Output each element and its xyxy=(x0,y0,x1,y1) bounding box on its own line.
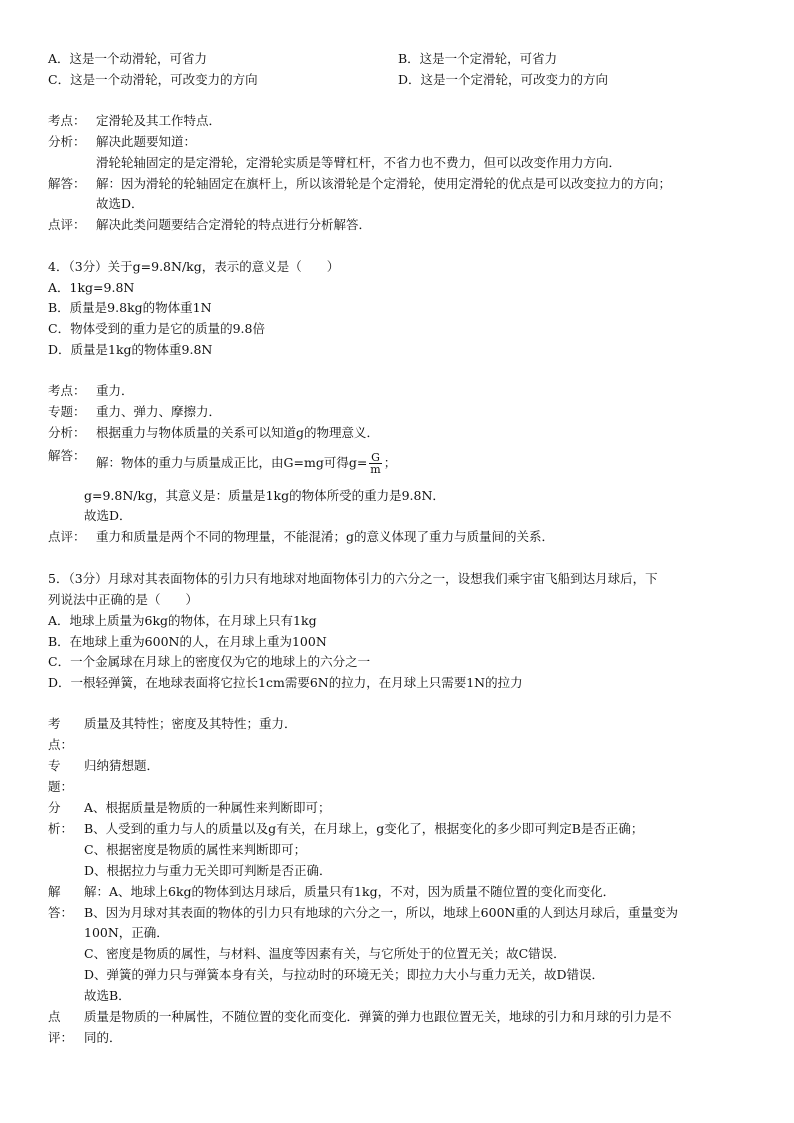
q4-zhuanti-label: 专题： xyxy=(48,404,86,419)
q4-dianping-label: 点评： xyxy=(48,529,86,544)
q5-option-b[interactable]: B．在地球上重为600N的人，在月球上重为100N xyxy=(48,634,327,649)
q4-fenxi-label: 分析： xyxy=(48,425,86,440)
q3-option-c[interactable]: C．这是一个动滑轮，可改变力的方向 xyxy=(48,72,258,87)
q4-kaodian-label: 考点： xyxy=(48,383,86,398)
q4-option-d[interactable]: D．质量是1kg的物体重9.8N xyxy=(48,342,213,357)
q3-fenxi-label: 分析： xyxy=(48,134,86,149)
q5-kaodian: 质量及其特性；密度及其特性；重力． xyxy=(84,716,297,731)
q5-kaodian-label: 考点： xyxy=(48,716,74,752)
q4-kaodian: 重力． xyxy=(96,383,134,398)
q4-option-b[interactable]: B．质量是9.8kg的物体重1N xyxy=(48,300,212,315)
q5-zhuanti: 归纳猜想题． xyxy=(84,758,160,773)
q4-jieda-line-1-end: ； xyxy=(383,455,397,470)
q5-jieda-line-2: B、因为月球对其表面的物体的引力只有地球的六分之一，所以，地球上600N重的人到达月球后，重量变为 xyxy=(84,905,678,920)
q5-fenxi-label: 分析： xyxy=(48,800,74,836)
q5-dianping-line-1: 质量是物质的一种属性，不随位置的变化而变化．弹簧的弹力也跟位置无关，地球的引力和月球的引力是不 xyxy=(84,1009,672,1024)
q5-fenxi-line-2: B、人受到的重力与人的质量以及g有关，在月球上，g变化了，根据变化的多少即可判定B是否正确； xyxy=(84,821,644,836)
q3-fenxi-line-2: 滑轮轮轴固定的是定滑轮，定滑轮实质是等臂杠杆，不省力也不费力，但可以改变作用力方向． xyxy=(96,155,622,170)
q3-dianping: 解决此类问题要结合定滑轮的特点进行分析解答． xyxy=(96,217,372,232)
q5-jieda-line-4: C、密度是物质的属性，与材料、温度等因素有关，与它所处于的位置无关；故C错误． xyxy=(84,946,566,961)
q5-jieda-line-5: D、弹簧的弹力只与弹簧本身有关，与拉动时的环境无关；即拉力大小与重力无关，故D错误． xyxy=(84,967,605,982)
q5-jieda-line-6: 故选B． xyxy=(84,988,131,1003)
q5-stem-line-2: 列说法中正确的是（ ） xyxy=(48,592,199,607)
q4-stem: 4．（3分）关于g=9.8N/kg，表示的意义是（ ） xyxy=(48,259,340,274)
q3-fenxi-line-1: 解决此题要知道： xyxy=(96,134,197,149)
q4-option-a[interactable]: A．1kg=9.8N xyxy=(48,280,135,295)
fraction-numerator: G xyxy=(371,451,380,464)
q4-fenxi: 根据重力与物体质量的关系可以知道g的物理意义． xyxy=(96,425,380,440)
q5-jieda-line-1: 解：A、地球上6kg的物体到达月球后，质量只有1kg，不对，因为质量不随位置的变化而变化． xyxy=(84,884,616,899)
q5-option-c[interactable]: C．一个金属球在月球上的密度仅为它的地球上的六分之一 xyxy=(48,654,371,669)
q3-option-b[interactable]: B．这是一个定滑轮，可省力 xyxy=(398,51,558,66)
q5-option-a[interactable]: A．地球上质量为6kg的物体，在月球上只有1kg xyxy=(48,613,317,628)
q4-jieda-line-1-text: 解：物体的重力与质量成正比，由G=mg可得g= xyxy=(96,455,368,470)
q5-stem-line-1: 5．（3分）月球对其表面物体的引力只有地球对地面物体引力的六分之一，设想我们乘宇宙飞船到达月球后，下 xyxy=(48,571,658,586)
q5-fenxi-line-1: A、根据质量是物质的一种属性来判断即可； xyxy=(84,800,331,815)
q3-option-a[interactable]: A．这是一个动滑轮，可省力 xyxy=(48,51,208,66)
q3-kaodian-label: 考点： xyxy=(48,113,86,128)
q5-fenxi-line-4: D、根据拉力与重力无关即可判断是否正确． xyxy=(84,863,332,878)
q5-zhuanti-label: 专题： xyxy=(48,758,74,794)
q3-jieda-line-1: 解：因为滑轮的轮轴固定在旗杆上，所以该滑轮是个定滑轮，使用定滑轮的优点是可以改变拉力的方向； xyxy=(96,176,672,191)
q3-kaodian: 定滑轮及其工作特点． xyxy=(96,113,222,128)
q5-dianping-label: 点评： xyxy=(48,1009,74,1045)
q5-option-d[interactable]: D．一根轻弹簧，在地球表面将它拉长1cm需要6N的拉力，在月球上只需要1N的拉力 xyxy=(48,675,523,690)
q5-jieda-label: 解答： xyxy=(48,884,74,920)
q3-dianping-label: 点评： xyxy=(48,217,86,232)
q5-fenxi-line-3: C、根据密度是物质的属性来判断即可； xyxy=(84,842,307,857)
q4-jieda-label: 解答： xyxy=(48,448,86,463)
q5-dianping-line-2: 同的． xyxy=(84,1030,122,1045)
q3-jieda-label: 解答： xyxy=(48,176,86,191)
q4-dianping: 重力和质量是两个不同的物理量，不能混淆；g的意义体现了重力与质量间的关系． xyxy=(96,529,555,544)
q4-jieda-line-3: 故选D． xyxy=(84,508,132,523)
g-formula-fraction xyxy=(369,452,381,475)
q3-jieda-line-2: 故选D． xyxy=(96,196,144,211)
q4-jieda-line-1 xyxy=(96,452,396,475)
q3-option-d[interactable]: D．这是一个定滑轮，可改变力的方向 xyxy=(398,72,609,87)
q4-option-c[interactable]: C．物体受到的重力是它的质量的9.8倍 xyxy=(48,321,265,336)
q4-jieda-line-2: g=9.8N/kg，其意义是：质量是1kg的物体所受的重力是9.8N． xyxy=(84,488,445,503)
q4-zhuanti: 重力、弹力、摩擦力． xyxy=(96,404,222,419)
fraction-denominator: m xyxy=(370,463,381,476)
q5-jieda-line-3: 100N，正确． xyxy=(84,925,169,940)
